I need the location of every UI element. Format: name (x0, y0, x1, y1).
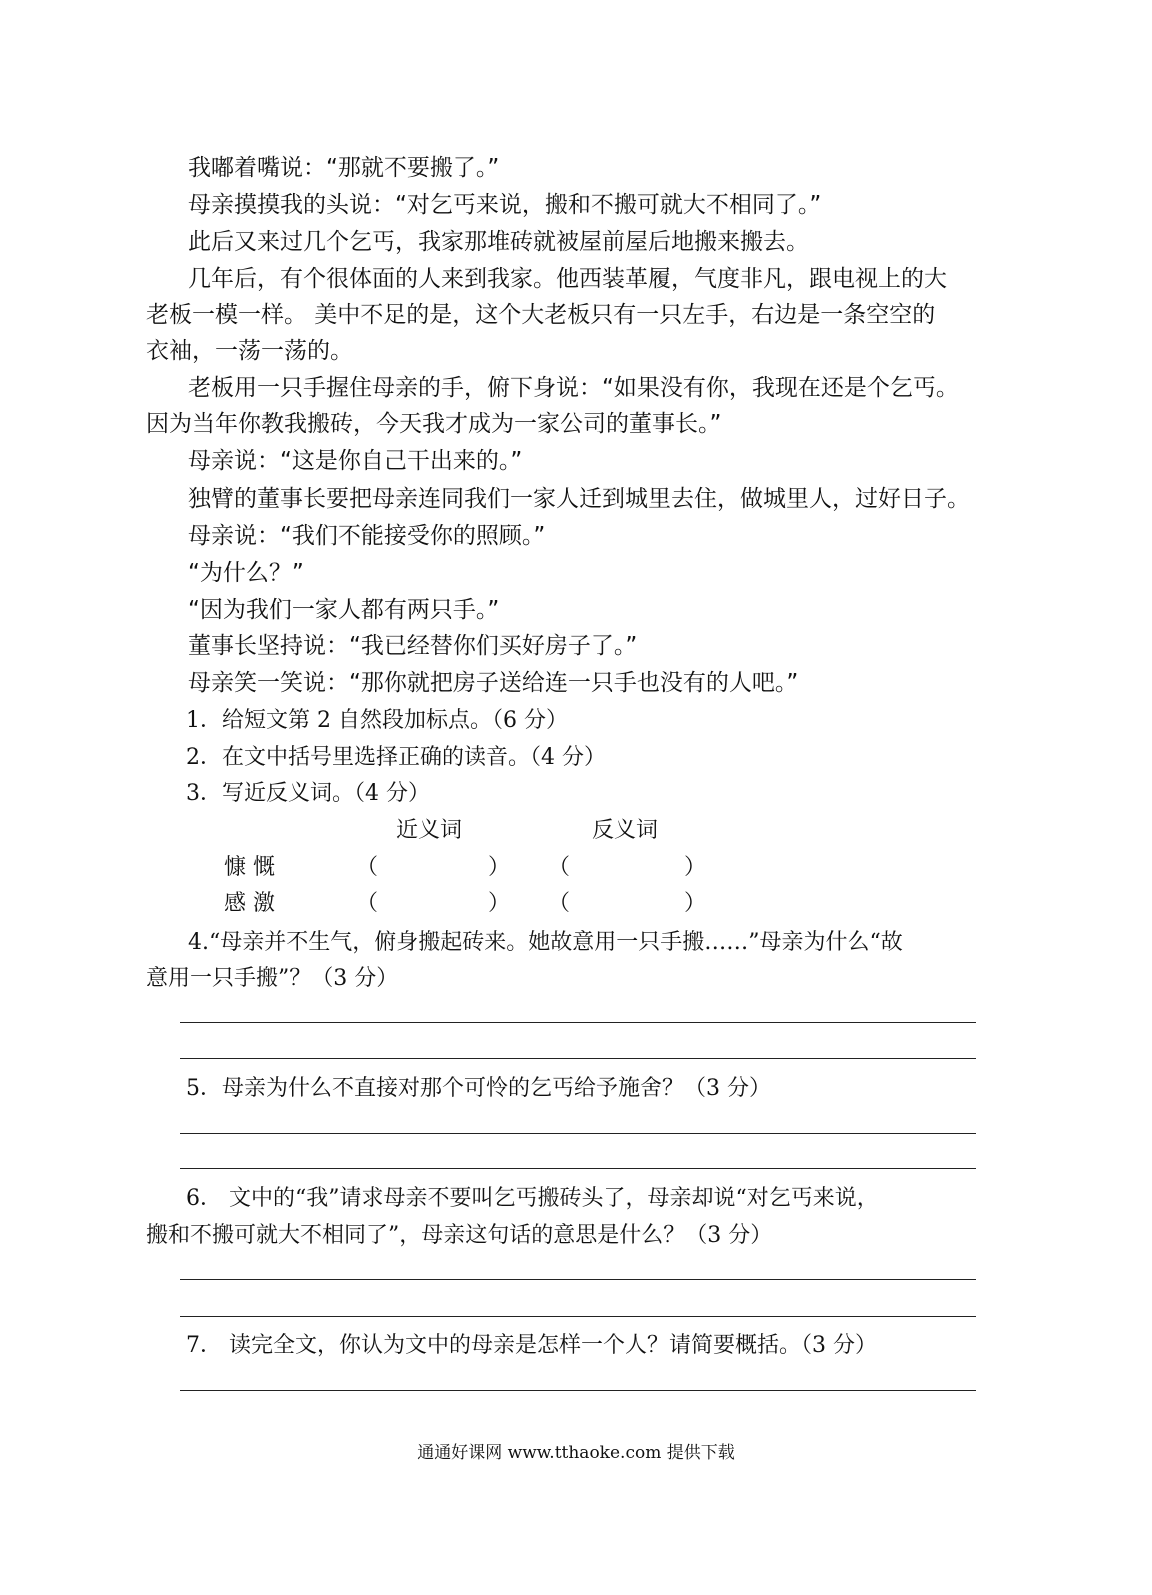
story-line: “因为我们一家人都有两只手。” (188, 597, 500, 623)
story-line: “为什么？” (188, 560, 304, 586)
synonym-header: 近义词 (396, 818, 463, 843)
answer-line[interactable] (180, 1279, 976, 1280)
question-1: 1．给短文第 2 自然段加标点。（6 分） (186, 708, 568, 733)
table-row-word: 感 激 (224, 891, 275, 916)
story-line: 母亲说：“我们不能接受你的照顾。” (188, 523, 546, 549)
answer-line[interactable] (180, 1316, 976, 1317)
answer-bracket-close: ） (684, 855, 707, 880)
story-line: 此后又来过几个乞丐，我家那堆砖就被屋前屋后地搬来搬去。 (188, 229, 809, 255)
answer-bracket-open: （ (356, 891, 379, 916)
answer-line[interactable] (180, 1058, 976, 1059)
answer-line[interactable] (180, 1133, 976, 1134)
antonym-header: 反义词 (592, 818, 659, 843)
answer-bracket-open: （ (548, 891, 571, 916)
story-line: 因为当年你教我搬砖，今天我才成为一家公司的董事长。” (146, 411, 722, 437)
question-3: 3．写近反义词。（4 分） (186, 781, 430, 806)
story-line: 衣袖，一荡一荡的。 (146, 338, 353, 364)
answer-bracket-close: ） (684, 891, 707, 916)
story-line: 我嘟着嘴说：“那就不要搬了。” (188, 155, 500, 181)
story-line: 董事长坚持说：“我已经替你们买好房子了。” (188, 633, 638, 659)
answer-bracket-close: ） (488, 891, 511, 916)
question-7: 7． 读完全文，你认为文中的母亲是怎样一个人？请简要概括。（3 分） (186, 1333, 877, 1358)
question-4-line1: 4.“母亲并不生气，俯身搬起砖来。她故意用一只手搬……”母亲为什么“故 (188, 930, 903, 955)
story-line: 母亲说：“这是你自己干出来的。” (188, 448, 523, 474)
question-6-line1: 6． 文中的“我”请求母亲不要叫乞丐搬砖头了，母亲却说“对乞丐来说， (186, 1186, 879, 1211)
story-line: 老板一模一样。 美中不足的是，这个大老板只有一只左手，右边是一条空空的 (146, 302, 936, 328)
answer-bracket-close: ） (488, 855, 511, 880)
page-footer: 通通好课网 www.tthaoke.com 提供下载 (417, 1443, 735, 1463)
question-5: 5．母亲为什么不直接对那个可怜的乞丐给予施舍？（3 分） (186, 1076, 771, 1101)
question-2: 2．在文中括号里选择正确的读音。（4 分） (186, 745, 606, 770)
story-line: 老板用一只手握住母亲的手，俯下身说：“如果没有你，我现在还是个乞丐。 (188, 375, 959, 401)
story-line: 母亲摸摸我的头说：“对乞丐来说，搬和不搬可就大不相同了。” (188, 192, 822, 218)
table-row-word: 慷 慨 (224, 855, 275, 880)
story-line: 母亲笑一笑说：“那你就把房子送给连一只手也没有的人吧。” (188, 670, 799, 696)
answer-bracket-open: （ (548, 855, 571, 880)
story-line: 几年后，有个很体面的人来到我家。他西装革履，气度非凡，跟电视上的大 (188, 266, 947, 292)
story-line: 独臂的董事长要把母亲连同我们一家人迁到城里去住，做城里人，过好日子。 (188, 486, 970, 512)
answer-line[interactable] (180, 1390, 976, 1391)
question-4-line2: 意用一只手搬”？（3 分） (146, 966, 399, 991)
question-6-line2: 搬和不搬可就大不相同了”，母亲这句话的意思是什么？（3 分） (146, 1223, 773, 1248)
answer-bracket-open: （ (356, 855, 379, 880)
answer-line[interactable] (180, 1022, 976, 1023)
answer-line[interactable] (180, 1168, 976, 1169)
